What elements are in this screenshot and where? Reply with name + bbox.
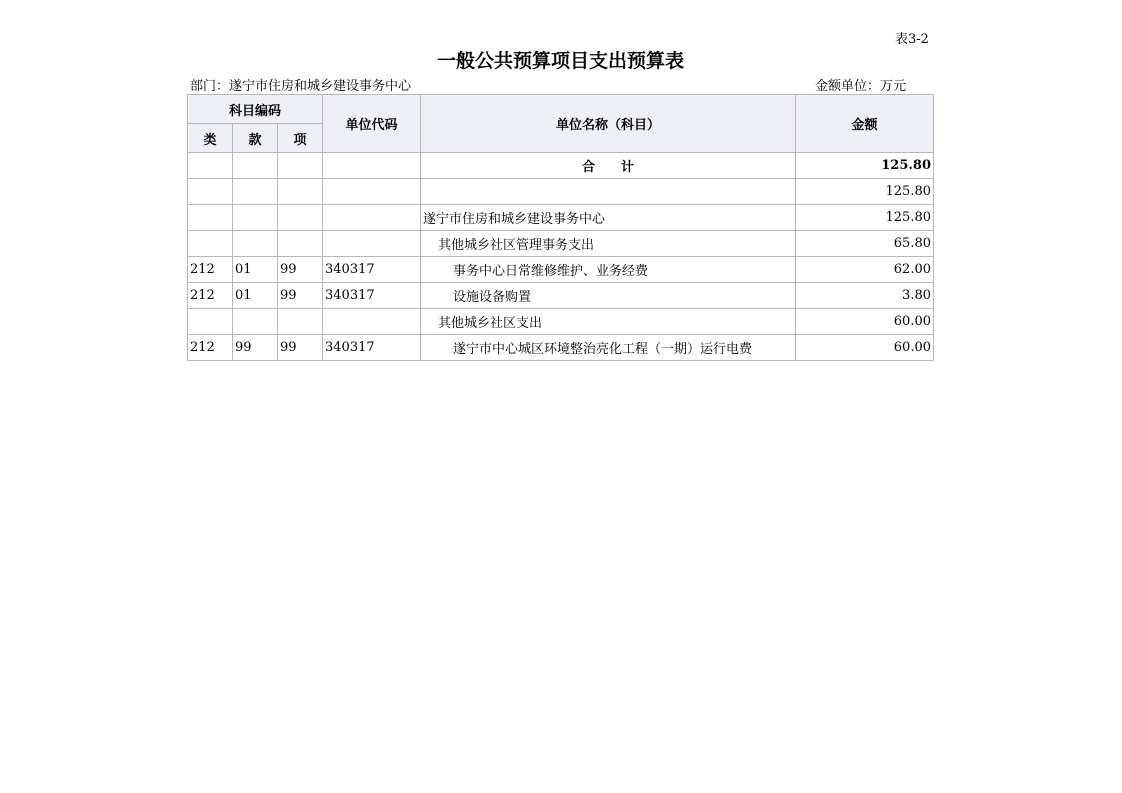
table-body [188, 179, 934, 361]
class-cell [188, 205, 233, 231]
total-code-cell [323, 153, 421, 179]
amount-cell: 125.80 [796, 179, 934, 205]
table-number: 表3-2 [895, 32, 929, 47]
total-item-cell [278, 153, 323, 179]
header-row [188, 95, 934, 124]
class-cell [188, 309, 233, 335]
unit-code-cell [323, 205, 421, 231]
unit-code-cell: 340317 [323, 257, 421, 283]
header-item: 项 [278, 124, 323, 153]
unit-code-cell: 340317 [323, 335, 421, 361]
total-amount: 125.80 [796, 153, 934, 179]
unit-name-cell: 设施设备购置 [421, 283, 796, 309]
item-cell [278, 205, 323, 231]
unit-name-cell: 遂宁市住房和城乡建设事务中心 [421, 205, 796, 231]
section-cell: 99 [233, 335, 278, 361]
header-subject-code: 科目编码 [188, 95, 323, 124]
table-row [188, 179, 934, 205]
item-cell: 99 [278, 283, 323, 309]
header-class: 类 [188, 124, 233, 153]
section-cell [233, 309, 278, 335]
section-cell: 01 [233, 283, 278, 309]
amount-cell: 60.00 [796, 335, 934, 361]
unit-name-cell: 其他城乡社区管理事务支出 [421, 231, 796, 257]
amount-cell: 125.80 [796, 205, 934, 231]
class-cell [188, 179, 233, 205]
total-class-cell [188, 153, 233, 179]
table-row [188, 309, 934, 335]
amount-unit-label: 金额单位：万元 [815, 79, 907, 94]
unit-name-cell: 其他城乡社区支出 [421, 309, 796, 335]
section-cell [233, 231, 278, 257]
unit-code-cell [323, 179, 421, 205]
page-title: 一般公共预算项目支出预算表 [436, 50, 684, 72]
unit-name-cell [421, 179, 796, 205]
unit-code-cell: 340317 [323, 283, 421, 309]
table-row [188, 231, 934, 257]
class-cell: 212 [188, 283, 233, 309]
item-cell [278, 179, 323, 205]
table-row [188, 205, 934, 231]
item-cell [278, 231, 323, 257]
unit-code-cell [323, 309, 421, 335]
table-row [188, 335, 934, 361]
department-label: 部门：遂宁市住房和城乡建设事务中心 [190, 79, 412, 94]
amount-cell: 3.80 [796, 283, 934, 309]
total-label: 合 计 [421, 153, 796, 179]
total-section-cell [233, 153, 278, 179]
class-cell: 212 [188, 257, 233, 283]
amount-cell: 62.00 [796, 257, 934, 283]
header-section: 款 [233, 124, 278, 153]
class-cell: 212 [188, 335, 233, 361]
header-unit-name: 单位名称（科目） [421, 95, 796, 153]
total-row [188, 153, 934, 179]
amount-cell: 60.00 [796, 309, 934, 335]
unit-name-cell: 遂宁市中心城区环境整治亮化工程（一期）运行电费 [421, 335, 796, 361]
section-cell [233, 179, 278, 205]
table-row [188, 257, 934, 283]
section-cell [233, 205, 278, 231]
item-cell: 99 [278, 335, 323, 361]
unit-name-cell: 事务中心日常维修维护、业务经费 [421, 257, 796, 283]
table-row [188, 283, 934, 309]
unit-code-cell [323, 231, 421, 257]
item-cell: 99 [278, 257, 323, 283]
item-cell [278, 309, 323, 335]
header-amount: 金额 [796, 95, 934, 153]
class-cell [188, 231, 233, 257]
amount-cell: 65.80 [796, 231, 934, 257]
header-unit-code: 单位代码 [323, 95, 421, 153]
budget-table [187, 94, 934, 361]
section-cell: 01 [233, 257, 278, 283]
